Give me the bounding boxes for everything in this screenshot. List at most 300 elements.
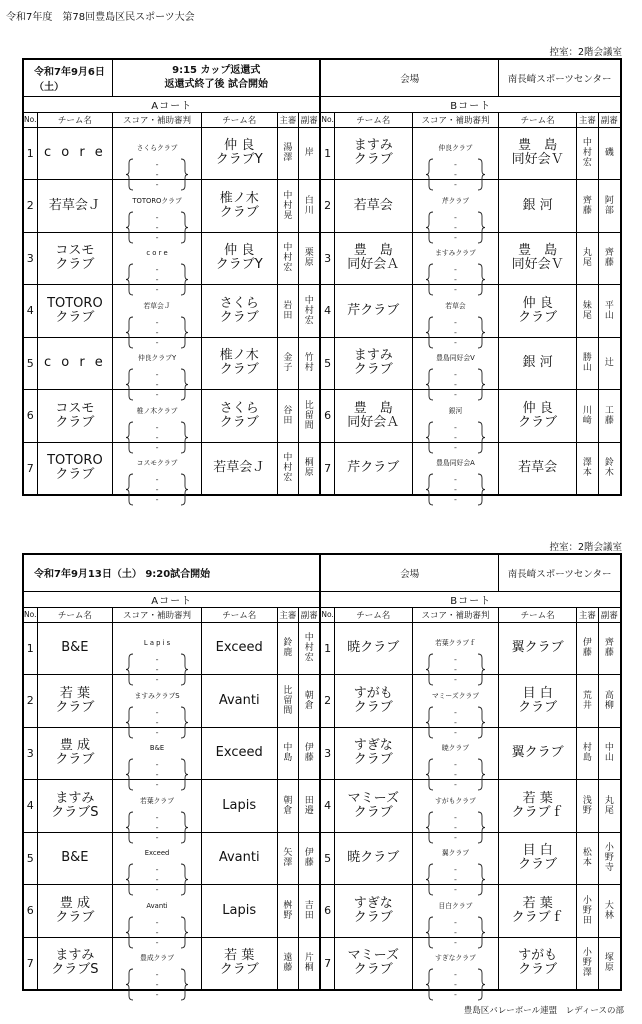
score-dashes: - - - [155, 655, 159, 685]
match-number: 2 [320, 675, 334, 728]
right-brace-icon [179, 758, 189, 791]
score-brace [125, 263, 189, 296]
team-name: すがも クラブ [499, 937, 577, 990]
right-brace-icon [476, 368, 486, 401]
team-name: ますみ クラブ [334, 127, 412, 180]
chief-referee: 村 島 [577, 727, 599, 780]
right-brace-icon [179, 706, 189, 739]
venue-label: 会場 [320, 59, 498, 96]
vice-referee: 工 藤 [598, 390, 621, 443]
match-number: 5 [320, 337, 334, 390]
left-brace-icon [125, 263, 135, 296]
team-name: 若草会 [334, 180, 412, 233]
score-dashes: - - - [155, 212, 159, 242]
score-dashes: - - - [454, 655, 457, 685]
right-brace-icon [476, 863, 486, 896]
court-a-header: Aコート [23, 591, 320, 607]
score-brace [125, 706, 189, 739]
team-name: 椎ノ木 クラブ [201, 337, 277, 390]
team-name: TOTORO クラブ [37, 442, 113, 495]
match-number: 4 [23, 780, 37, 833]
col-no: No. [320, 112, 334, 127]
right-brace-icon [179, 863, 189, 896]
team-name: ますみ クラブS [37, 937, 113, 990]
chief-referee: 中 島 [277, 727, 299, 780]
vice-referee: 中 村 宏 [299, 622, 321, 675]
match-row [23, 285, 621, 338]
match-row [23, 885, 621, 938]
match-row [23, 780, 621, 833]
chief-referee: 川 﨑 [577, 390, 599, 443]
score-dashes: - - - [454, 370, 457, 400]
match-row [23, 127, 621, 180]
right-brace-icon [179, 653, 189, 686]
right-brace-icon [179, 811, 189, 844]
vice-referee: 伊 藤 [299, 832, 321, 885]
match-number: 5 [23, 832, 37, 885]
vice-referee: 伊 藤 [299, 727, 321, 780]
score-brace [125, 916, 189, 949]
score-dashes: - - - [155, 917, 159, 947]
assist-referee-team: ますみクラブ [435, 249, 476, 258]
assist-referee-team: B&E [149, 744, 165, 753]
assist-referee-team: 豊成クラブ [140, 954, 175, 962]
chief-referee: 丸 尾 [577, 232, 599, 285]
team-name: 若 葉 クラブｆ [499, 780, 577, 833]
chief-referee: 松 本 [577, 832, 599, 885]
left-brace-icon [125, 473, 135, 506]
col-team: チーム名 [201, 607, 277, 622]
assist-referee-team: 若葉クラブ [140, 796, 175, 805]
court-a-header: Aコート [23, 96, 320, 112]
vice-referee: 田 邉 [299, 780, 321, 833]
col-vice-referee: 副審 [299, 112, 321, 127]
score-brace [425, 758, 487, 791]
score-dashes: - - - [454, 917, 457, 947]
vice-referee: 小 野 寺 [598, 832, 621, 885]
assist-referee-team: 若草会 [445, 301, 466, 310]
chief-referee: 矢 澤 [277, 832, 299, 885]
score-cell [412, 622, 499, 685]
score-dashes: - - - [155, 317, 159, 347]
court-b-header: Bコート [320, 96, 621, 112]
col-chief-referee: 主審 [277, 607, 299, 622]
score-brace [125, 811, 189, 844]
right-brace-icon [179, 368, 189, 401]
left-brace-icon [425, 421, 435, 454]
vice-referee: 阿 部 [598, 180, 621, 233]
vice-referee: 磯 [598, 127, 621, 180]
court-b-header: Bコート [320, 591, 621, 607]
team-name: Lapis [201, 885, 277, 938]
left-brace-icon [425, 368, 435, 401]
right-brace-icon [476, 653, 486, 686]
vice-referee: 栗 原 [299, 232, 321, 285]
left-brace-icon [125, 758, 135, 791]
right-brace-icon [179, 158, 189, 191]
vice-referee: 大 林 [598, 885, 621, 938]
match-number: 5 [320, 832, 334, 885]
score-dashes: - - - [155, 707, 159, 737]
left-brace-icon [125, 916, 135, 949]
score-dashes: - - - [155, 865, 159, 895]
score-dashes: - - - [454, 812, 457, 842]
vice-referee: 辻 [598, 337, 621, 390]
vice-referee: 桐 原 [299, 442, 321, 495]
right-brace-icon [179, 263, 189, 296]
match-number: 7 [23, 442, 37, 495]
left-brace-icon [425, 263, 435, 296]
score-brace [425, 421, 487, 454]
chief-referee: 比 留 間 [277, 675, 299, 728]
organizer-footer: 豊島区バレーボール連盟 レディースの部 [463, 1006, 624, 1016]
score-dashes: - - - [454, 970, 457, 999]
score-brace [125, 653, 189, 686]
team-name: すがも クラブ [334, 675, 412, 728]
left-brace-icon [125, 211, 135, 244]
left-brace-icon [425, 473, 435, 506]
match-number: 2 [23, 180, 37, 233]
col-vice-referee: 副審 [299, 607, 321, 622]
team-name: 仲 良 クラブ [499, 390, 577, 443]
assist-referee-team: 銀河 [448, 406, 463, 415]
col-team: チーム名 [201, 112, 277, 127]
score-brace [125, 316, 189, 349]
vice-referee: 朝 倉 [299, 675, 321, 728]
assist-referee-team: ますみクラブS [134, 691, 180, 700]
team-name: 豊 成 クラブ [37, 727, 113, 780]
right-brace-icon [179, 968, 189, 1001]
team-name: 目 白 クラブ [499, 675, 577, 728]
left-brace-icon [125, 368, 135, 401]
score-brace [425, 368, 487, 401]
assist-referee-team: 若草会Ｊ [143, 301, 171, 310]
score-brace [125, 968, 189, 1001]
col-chief-referee: 主審 [577, 112, 599, 127]
match-number: 7 [320, 937, 334, 990]
team-name: さくら クラブ [201, 390, 277, 443]
team-name: マミーズ クラブ [334, 780, 412, 833]
chief-referee: 遠 藤 [277, 937, 299, 990]
match-number: 1 [23, 127, 37, 180]
col-no: No. [320, 607, 334, 622]
left-brace-icon [425, 811, 435, 844]
right-brace-icon [179, 421, 189, 454]
schedule-table-sep13 [22, 553, 622, 999]
team-name: B&E [37, 622, 113, 675]
assist-referee-team: さくらクラブ [136, 144, 178, 153]
score-brace [125, 758, 189, 791]
match-number: 3 [23, 727, 37, 780]
team-name: 仲 良 クラブY [201, 232, 277, 285]
team-name: Avanti [201, 832, 277, 885]
team-name: 暁クラブ [334, 622, 412, 675]
right-brace-icon [476, 706, 486, 739]
chief-referee: 妹 尾 [577, 285, 599, 338]
score-dashes: - - - [454, 475, 457, 504]
score-dashes: - - - [454, 707, 457, 737]
left-brace-icon [125, 863, 135, 896]
chief-referee: 中 村 宏 [577, 127, 599, 180]
left-brace-icon [425, 316, 435, 349]
assist-referee-team: すぎなクラブ [435, 954, 476, 962]
col-score: スコア・補助審判 [412, 607, 499, 622]
score-dashes: - - - [155, 265, 159, 295]
score-brace [425, 968, 487, 1001]
left-brace-icon [425, 968, 435, 1001]
vice-referee: 白 川 [299, 180, 321, 233]
match-date: 令和7年9月6日（土） [23, 59, 113, 96]
chief-referee: 朝 倉 [277, 780, 299, 833]
right-brace-icon [476, 473, 486, 506]
vice-referee: 丸 尾 [598, 780, 621, 833]
assist-referee-team: マミーズクラブ [431, 691, 480, 700]
team-name: 銀 河 [499, 180, 577, 233]
score-brace [425, 316, 487, 349]
match-row [23, 390, 621, 443]
left-brace-icon [425, 653, 435, 686]
left-brace-icon [425, 211, 435, 244]
team-name: 翼クラブ [499, 727, 577, 780]
team-name: Exceed [201, 622, 277, 675]
col-score: スコア・補助審判 [113, 112, 202, 127]
assist-referee-team: 仲良クラブ [438, 144, 473, 153]
page-title: 令和7年度 第78回豊島区民スポーツ大会 [6, 12, 195, 23]
team-name: Lapis [201, 780, 277, 833]
venue-name: 南長崎スポーツセンター [499, 59, 621, 96]
score-brace [425, 706, 487, 739]
cup-return-notice [113, 59, 321, 96]
right-brace-icon [476, 811, 486, 844]
score-brace [425, 811, 487, 844]
waiting-room-label: 控室：2階会議室 [549, 542, 622, 553]
team-name: 豊 島 同好会Ａ [334, 232, 412, 285]
vice-referee: 比 留 間 [299, 390, 321, 443]
match-number: 4 [320, 780, 334, 833]
match-number: 2 [320, 180, 334, 233]
chief-referee: 鈴 鹿 [277, 622, 299, 675]
score-dashes: - - - [155, 475, 159, 504]
team-name: 仲 良 クラブY [201, 127, 277, 180]
team-name: 仲 良 クラブ [499, 285, 577, 338]
col-team: チーム名 [37, 112, 113, 127]
match-number: 3 [320, 232, 334, 285]
team-name: ますみ クラブS [37, 780, 113, 833]
left-brace-icon [125, 158, 135, 191]
chief-referee: 金 子 [277, 337, 299, 390]
chief-referee: 勝 山 [577, 337, 599, 390]
right-brace-icon [476, 263, 486, 296]
score-brace [125, 368, 189, 401]
match-number: 3 [320, 727, 334, 780]
col-team: チーム名 [499, 607, 577, 622]
score-brace [425, 473, 487, 506]
assist-referee-team: 豊島同好会A [436, 459, 475, 467]
match-number: 3 [23, 232, 37, 285]
waiting-room-label: 控室：2階会議室 [549, 47, 622, 58]
match-number: 6 [23, 885, 37, 938]
score-dashes: - - - [155, 970, 159, 999]
team-name: 目 白 クラブ [499, 832, 577, 885]
team-name: Avanti [201, 675, 277, 728]
team-name: さくら クラブ [201, 285, 277, 338]
score-brace [425, 263, 487, 296]
chief-referee: 浅 野 [577, 780, 599, 833]
team-name: 豊 島 同好会Ａ [334, 390, 412, 443]
score-cell [113, 127, 202, 190]
match-number: 2 [23, 675, 37, 728]
vice-referee: 鈴 木 [598, 442, 621, 495]
right-brace-icon [179, 473, 189, 506]
match-row [23, 232, 621, 285]
col-score: スコア・補助審判 [113, 607, 202, 622]
team-name: 若 葉 クラブ [37, 675, 113, 728]
left-brace-icon [125, 653, 135, 686]
score-brace [425, 653, 487, 686]
team-name: 芹クラブ [334, 285, 412, 338]
team-name: 椎ノ木 クラブ [201, 180, 277, 233]
assist-referee-team: コスモクラブ [136, 459, 178, 467]
match-number: 7 [320, 442, 334, 495]
col-team: チーム名 [499, 112, 577, 127]
score-dashes: - - - [454, 865, 457, 895]
chief-referee: 中 村 宏 [277, 442, 299, 495]
score-brace [125, 421, 189, 454]
team-name: コスモ クラブ [37, 232, 113, 285]
right-brace-icon [476, 316, 486, 349]
assist-referee-team: Avanti [146, 901, 168, 910]
col-no: No. [23, 112, 37, 127]
team-name: 若草会Ｊ [201, 442, 277, 495]
assist-referee-team: 豊島同好会V [436, 354, 475, 363]
team-name: c o r e [37, 127, 113, 180]
assist-referee-team: 若葉クラブｆ [435, 639, 476, 648]
left-brace-icon [125, 706, 135, 739]
vice-referee: 中 村 宏 [299, 285, 321, 338]
right-brace-icon [179, 211, 189, 244]
team-name: c o r e [37, 337, 113, 390]
score-dashes: - - - [454, 317, 457, 347]
team-name: 銀 河 [499, 337, 577, 390]
score-dashes: - - - [155, 160, 159, 190]
cup-return-time: 9:15 カップ返還式 [172, 64, 261, 76]
vice-referee: 中 山 [598, 727, 621, 780]
right-brace-icon [476, 158, 486, 191]
assist-referee-team: すがもクラブ [435, 796, 476, 805]
chief-referee: 中 村 宏 [277, 232, 299, 285]
match-row [23, 832, 621, 885]
venue-label: 会場 [320, 554, 498, 591]
left-brace-icon [125, 968, 135, 1001]
score-brace [425, 916, 487, 949]
col-vice-referee: 副審 [598, 607, 621, 622]
left-brace-icon [425, 158, 435, 191]
assist-referee-team: L a p i s [143, 639, 171, 648]
chief-referee: 荒 井 [577, 675, 599, 728]
chief-referee: 湯 澤 [277, 127, 299, 180]
chief-referee: 谷 田 [277, 390, 299, 443]
match-date: 令和7年9月13日（土） 9:20試合開始 [23, 554, 320, 591]
chief-referee: 小 野 田 [577, 885, 599, 938]
col-team: チーム名 [334, 112, 412, 127]
right-brace-icon [476, 421, 486, 454]
score-brace [425, 158, 487, 191]
match-number: 1 [320, 622, 334, 675]
team-name: 芹クラブ [334, 442, 412, 495]
chief-referee: 中 村 晃 [277, 180, 299, 233]
score-dashes: - - - [454, 160, 457, 190]
vice-referee: 片 桐 [299, 937, 321, 990]
team-name: 若草会 [499, 442, 577, 495]
col-no: No. [23, 607, 37, 622]
col-team: チーム名 [334, 607, 412, 622]
chief-referee: 桝 野 [277, 885, 299, 938]
match-number: 5 [23, 337, 37, 390]
assist-referee-team: 暁クラブ [441, 744, 470, 753]
team-name: マミーズ クラブ [334, 937, 412, 990]
right-brace-icon [476, 758, 486, 791]
score-dashes: - - - [155, 760, 159, 790]
vice-referee: 岸 [299, 127, 321, 180]
team-name: 豊 島 同好会Ｖ [499, 232, 577, 285]
left-brace-icon [425, 706, 435, 739]
score-brace [425, 863, 487, 896]
vice-referee: 齊 藤 [598, 622, 621, 675]
right-brace-icon [179, 916, 189, 949]
chief-referee: 岩 田 [277, 285, 299, 338]
vice-referee: 塚 原 [598, 937, 621, 990]
team-name: 若草会Ｊ [37, 180, 113, 233]
right-brace-icon [476, 211, 486, 244]
col-vice-referee: 副審 [598, 112, 621, 127]
score-brace [125, 473, 189, 506]
match-row [23, 727, 621, 780]
assist-referee-team: TOTOROクラブ [132, 196, 182, 205]
match-number: 6 [320, 390, 334, 443]
schedule-table-sep6 [22, 58, 622, 504]
score-brace [125, 158, 189, 191]
score-dashes: - - - [454, 422, 457, 452]
team-name: TOTORO クラブ [37, 285, 113, 338]
score-dashes: - - - [454, 265, 457, 295]
match-row [23, 675, 621, 728]
left-brace-icon [125, 316, 135, 349]
score-brace [425, 211, 487, 244]
vice-referee: 高 柳 [598, 675, 621, 728]
assist-referee-team: 芹クラブ [441, 196, 470, 205]
left-brace-icon [425, 916, 435, 949]
score-brace [125, 863, 189, 896]
col-chief-referee: 主審 [277, 112, 299, 127]
col-score: スコア・補助審判 [412, 112, 499, 127]
vice-referee: 平 山 [598, 285, 621, 338]
score-dashes: - - - [155, 422, 159, 452]
venue-name: 南長崎スポーツセンター [499, 554, 621, 591]
team-name: 豊 島 同好会Ｖ [499, 127, 577, 180]
score-dashes: - - - [454, 212, 457, 242]
team-name: コスモ クラブ [37, 390, 113, 443]
match-number: 4 [23, 285, 37, 338]
team-name: 豊 成 クラブ [37, 885, 113, 938]
chief-referee: 齊 藤 [577, 180, 599, 233]
assist-referee-team: 椎ノ木クラブ [136, 406, 178, 415]
team-name: すぎな クラブ [334, 885, 412, 938]
team-name: 若 葉 クラブｆ [499, 885, 577, 938]
match-number: 6 [23, 390, 37, 443]
match-row [23, 442, 621, 495]
team-name: 若 葉 クラブ [201, 937, 277, 990]
match-number: 4 [320, 285, 334, 338]
